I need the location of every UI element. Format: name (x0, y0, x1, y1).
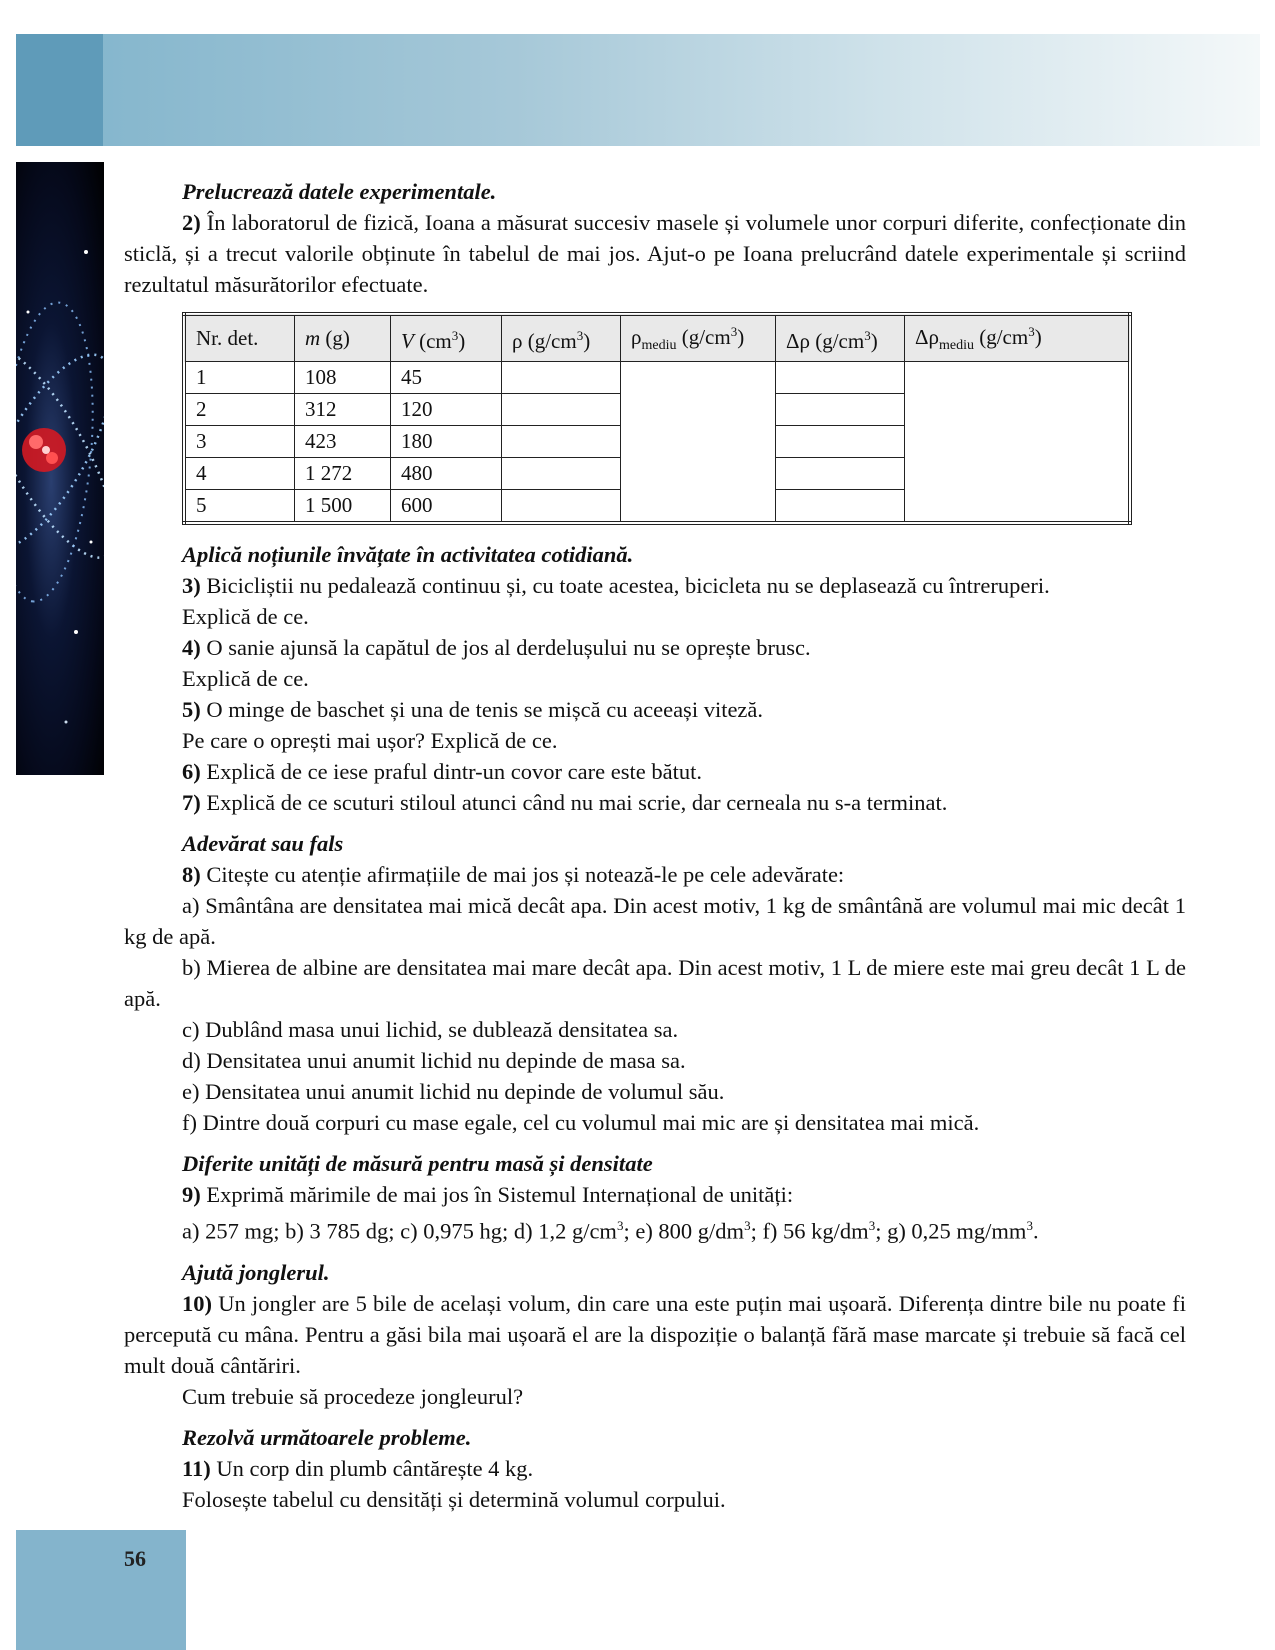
header-mass: m (g) (295, 314, 391, 362)
header-density-error: Δρ $(g/cm^3)$ (776, 314, 905, 362)
cell-density-empty (502, 362, 621, 394)
statement-e: e) Densitatea unui anumit lichid nu depinde de volumul său. (182, 1079, 725, 1105)
question-7: 7) Explică de ce scuturi stiloul atunci când nu mai scrie, dar cerneala nu s-a terminat. (182, 790, 948, 816)
header-mean-density: $\rho_{mediu}$ $(g/cm^3)$ (621, 314, 776, 362)
section-title-juggler: Ajută jonglerul. (182, 1259, 330, 1285)
cell-volume: 120 (391, 394, 502, 426)
cell-nr: 2 (184, 394, 295, 426)
cell-mean-density-error-empty (905, 362, 1131, 524)
question-3: 3) Bicicliștii nu pedalează continuu și, cu toate acestea, bicicleta nu se deplasează cu întreruperi. (182, 573, 1050, 599)
page-number: 56 (124, 1546, 146, 1571)
question-5-followup: Pe care o oprești mai ușor? Explică de ce. (182, 728, 558, 754)
question-4: 4) O sanie ajunsă la capătul de jos al derdelușului nu se oprește brusc. (182, 635, 811, 661)
section-title-units: Diferite unități de măsură pentru masă și densitate (182, 1151, 653, 1177)
atom-decoration-image (16, 162, 104, 775)
question-text: În laboratorul de fizică, Ioana a măsurat succesiv masele și volumele unor corpuri diferite, confecționate din sticlă, și a trecut valorile obținute în tabelul de mai jos. Ajut-o pe Ioana prelucrând datele experimentale și scriind rezultatul măsurătorilor efectuate. (124, 210, 1187, 297)
cell-density-error-empty (776, 490, 905, 524)
question-4-followup: Explică de ce. (182, 666, 309, 692)
header-accent-block (16, 34, 103, 146)
header-volume: V $(cm^3)$ (391, 314, 502, 362)
question-10-followup: Cum trebuie să procedeze jongleurul? (182, 1383, 524, 1409)
statement-a: a) Smântâna are densitatea mai mică decât apa. Din acest motiv, 1 kg de smântână are volumul mai mic decât 1 kg de apă. (124, 893, 1186, 950)
question-3-followup: Explică de ce. (182, 604, 309, 630)
section-title-problems: Rezolvă următoarele probleme. (182, 1424, 472, 1450)
cell-mass: 423 (295, 426, 391, 458)
question-number: 2) (182, 210, 201, 235)
question-5: 5) O minge de baschet și una de tenis se mișcă cu aceeași viteză. (182, 697, 764, 723)
cell-mean-density-empty (621, 362, 776, 524)
cell-mass: 1 500 (295, 490, 391, 524)
cell-density-empty (502, 490, 621, 524)
header-nr-det: Nr. det. (184, 314, 295, 362)
cell-volume: 600 (391, 490, 502, 524)
statement-d: d) Densitatea unui anumit lichid nu depinde de masa sa. (182, 1048, 686, 1074)
question-9: 9) Exprimă mărimile de mai jos în Sistemul Internațional de unități: (182, 1182, 794, 1208)
footer-band (16, 1530, 186, 1650)
table-header-row (184, 314, 1130, 362)
cell-nr: 1 (184, 362, 295, 394)
question-10: 10) Un jongler are 5 bile de același volum, din care una este puțin mai ușoară. Diferența dintre bile nu poate fi percepută cu mâna. Pentru a găsi bila mai ușoară el are la dispoziție o balanță fără mase marcate și trebuie să facă cel mult două cântăriri. (124, 1290, 1186, 1378)
cell-nr: 4 (184, 458, 295, 490)
cell-density-error-empty (776, 362, 905, 394)
question-6: 6) Explică de ce iese praful dintr-un covor care este bătut. (182, 759, 702, 785)
question-11-followup: Folosește tabelul cu densități și determină volumul corpului. (182, 1486, 726, 1512)
cell-mass: 108 (295, 362, 391, 394)
cell-volume: 180 (391, 426, 502, 458)
header-density: ρ $(g/cm^3)$ (502, 314, 621, 362)
cell-density-error-empty (776, 394, 905, 426)
cell-density-empty (502, 394, 621, 426)
cell-volume: 45 (391, 362, 502, 394)
cell-nr: 3 (184, 426, 295, 458)
statement-f: f) Dintre două corpuri cu mase egale, cel cu volumul mai mic are și densitatea mai mică. (182, 1110, 980, 1136)
cell-density-empty (502, 426, 621, 458)
header-mean-density-error: $\Delta\rho_{mediu}$ $(g/cm^3)$ (905, 314, 1131, 362)
header-band (16, 34, 1260, 146)
question-2 (124, 207, 1186, 300)
measurements-table (182, 312, 1132, 525)
cell-volume: 480 (391, 458, 502, 490)
cell-density-empty (502, 458, 621, 490)
question-11: 11) Un corp din plumb cântărește 4 kg. (182, 1455, 534, 1481)
question-8: 8) Citește cu atenție afirmațiile de mai jos și notează-le pe cele adevărate: (182, 862, 845, 888)
statement-b: b) Mierea de albine are densitatea mai mare decât apa. Din acest motiv, 1 L de miere este mai greu decât 1 L de apă. (124, 955, 1186, 1012)
section-title-process-data: Prelucrează datele experimentale. (182, 179, 497, 204)
section-title-apply-notions: Aplică noțiunile învățate în activitatea cotidiană. (182, 542, 634, 568)
cell-mass: 1 272 (295, 458, 391, 490)
cell-density-error-empty (776, 426, 905, 458)
cell-mass: 312 (295, 394, 391, 426)
cell-density-error-empty (776, 458, 905, 490)
cell-nr: 5 (184, 490, 295, 524)
statement-c: c) Dublând masa unui lichid, se dublează densitatea sa. (182, 1017, 679, 1043)
section-title-true-false: Adevărat sau fals (182, 831, 344, 857)
table-row (184, 362, 1130, 394)
question-9-values: a) 257 mg; b) 3 785 dg; c) 0,975 hg; d) 1,2 $g/cm^3$; e) 800 $g/dm^3$; f) 56 $kg/dm^3$; g) 0,25 $mg/mm^3$. (182, 1218, 1039, 1244)
page-content (124, 176, 1186, 1515)
